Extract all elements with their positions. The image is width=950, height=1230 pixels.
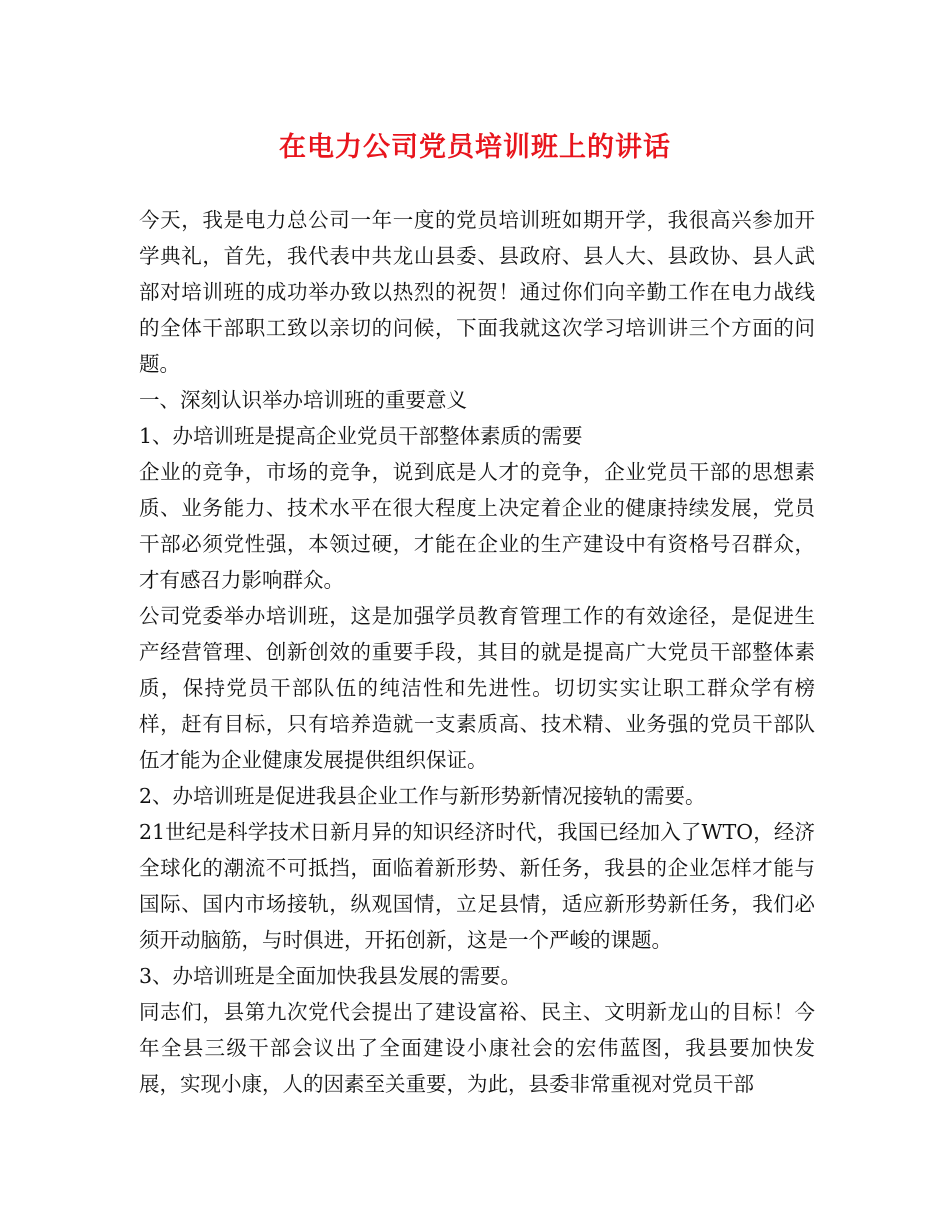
paragraph: 公司党委举办培训班，这是加强学员教育管理工作的有效途径，是促进生产经营管理、创新创效的重要手段，其目的就是提高广大党员干部整体素质，保持党员干部队伍的纯洁性和先进性。切切实实让职工群众学有榜样，赶有目标，只有培养造就一支素质高、技术精、业务强的党员干部队伍才能为企业健康发展提供组织保证。 xyxy=(139,604,815,772)
paragraph: 企业的竞争，市场的竞争，说到底是人才的竞争，企业党员干部的思想素质、业务能力、技术水平在很大程度上决定着企业的健康持续发展，党员干部必须党性强，本领过硬，才能在企业的生产建设中有资格号召群众，才有感召力影响群众。 xyxy=(139,460,815,592)
section-heading-1: 一、深刻认识举办培训班的重要意义 xyxy=(139,388,467,412)
subheading-3: 3、办培训班是全面加快我县发展的需要。 xyxy=(139,964,522,988)
document-body xyxy=(139,202,815,1102)
paragraph: 21世纪是科学技术日新月异的知识经济时代，我国已经加入了WTO，经济全球化的潮流不可抵挡，面临着新形势、新任务，我县的企业怎样才能与国际、国内市场接轨，纵观国情，立足县情，适应新形势新任务，我们必须开动脑筋，与时俱进，开拓创新，这是一个严峻的课题。 xyxy=(139,820,815,952)
paragraph: 同志们，县第九次党代会提出了建设富裕、民主、文明新龙山的目标！今年全县三级干部会议出了全面建设小康社会的宏伟蓝图，我县要加快发展，实现小康，人的因素至关重要，为此，县委非常重视对党员干部 xyxy=(139,1000,815,1096)
paragraph-intro: 今天，我是电力总公司一年一度的党员培训班如期开学，我很高兴参加开学典礼，首先，我代表中共龙山县委、县政府、县人大、县政协、县人武部对培训班的成功举办致以热烈的祝贺！通过你们向辛勤工作在电力战线的全体干部职工致以亲切的问候，下面我就这次学习培训讲三个方面的问题。 xyxy=(139,208,815,376)
subheading-1: 1、办培训班是提高企业党员干部整体素质的需要 xyxy=(139,424,583,448)
document-title: 在电力公司党员培训班上的讲话 xyxy=(279,132,671,163)
subheading-2: 2、办培训班是促进我县企业工作与新形势新情况接轨的需要。 xyxy=(139,784,706,808)
